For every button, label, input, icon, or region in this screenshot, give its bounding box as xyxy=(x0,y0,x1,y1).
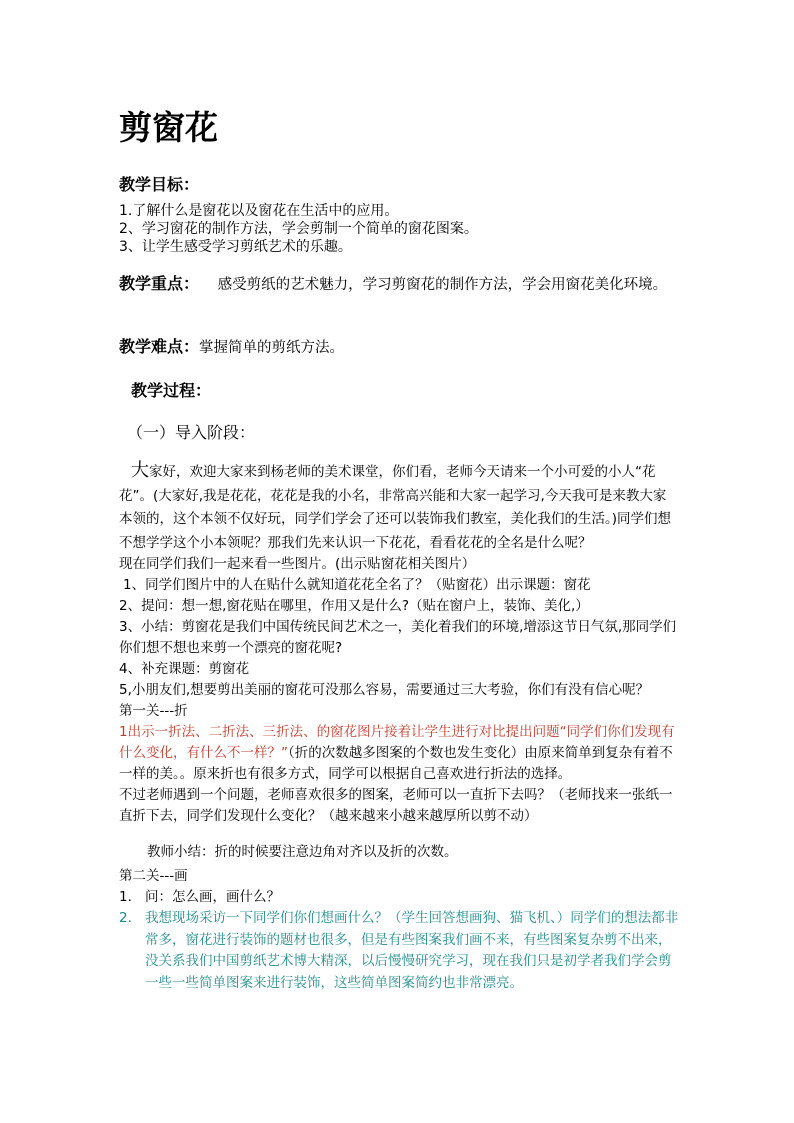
stage1-heading: （一）导入阶段： xyxy=(127,423,256,442)
level1-summary: 教师小结：折的时候要注意边角对齐以及折的次数。 xyxy=(147,844,458,860)
key-point-text: 感受剪纸的艺术魅力，学习剪窗花的制作方法，学会用窗花美化环境。 xyxy=(217,277,668,293)
difficulty-label: 教学难点： xyxy=(119,337,200,356)
step-item: 4、补充课题：剪窗花 xyxy=(119,661,250,677)
key-point xyxy=(119,268,679,301)
page-title: 剪窗花 xyxy=(119,108,218,147)
goal-item: 2、学习窗花的制作方法，学会剪制一个简单的窗花图案。 xyxy=(119,221,478,237)
step-item: 5,小朋友们,想要剪出美丽的窗花可没那么容易，需要通过三大考验，你们有没有信心呢？ xyxy=(119,682,650,698)
level2-block xyxy=(119,866,679,994)
intro-first-char: 大 xyxy=(131,460,149,481)
level1-red-text: 1出示一折法、二折法、三折法、的窗花图片接着让学生进行对比提出问题“同学们你们发现有什么变化，有什么不一样？” xyxy=(119,724,675,761)
difficulty-text: 掌握简单的剪纸方法。 xyxy=(199,340,345,356)
key-point-label: 教学重点： xyxy=(119,274,200,293)
steps-block xyxy=(119,554,679,701)
level2-item xyxy=(119,908,679,994)
level1-heading: 第一关---折 xyxy=(119,703,188,719)
intro-text: 家好，欢迎大家来到杨老师的美术课堂，你们看，老师今天请来一个小可爱的小人“花花”。(大家好,我是花花，花花是我的小名，非常高兴能和大家一起学习,今天我可是来教大家本领的，这个本领不仅好玩，同学们学会了还可以装饰我们教室，美化我们的生活。)同学们想不想学学这个小本领呢？那我们先来认识一下花花，看看花花的全名是什么呢？ xyxy=(119,464,672,551)
level2-item-number: 2. xyxy=(119,910,132,926)
level2-heading: 第二关---画 xyxy=(119,868,188,884)
level2-item-text: 问：怎么画，画什么？ xyxy=(145,889,280,905)
process-heading: 教学过程： xyxy=(131,381,212,400)
level2-item-text: 我想现场采访一下同学们你们想画什么？（学生回答想画狗、猫飞机、）同学们的想法都非常多，窗花进行装饰的题材也很多，但是有些图案我们画不来，有些图案复杂剪不出来，没关系我们中国剪纸艺术博大精深，以后慢慢研究学习，现在我们只是初学者我们学会剪一些一些简单图案来进行装饰，这些简单图案简约也非常漂亮。 xyxy=(145,910,679,991)
step-item: 3、小结：剪窗花是我们中国传统民间艺术之一，美化着我们的环境,增添这节日气氛,那同学们你们想不想也来剪一个漂亮的窗花呢? xyxy=(119,619,677,656)
goal-item: 1.了解什么是窗花以及窗花在生活中的应用。 xyxy=(119,203,399,219)
intro-paragraph xyxy=(119,459,675,555)
difficulty xyxy=(119,331,679,364)
step-item: 1、同学们图片中的人在贴什么就知道花花全名了？（贴窗花）出示课题：窗花 xyxy=(123,577,591,593)
goals-heading: 教学目标： xyxy=(119,175,200,194)
level1-rest-text: （折的次数越多图案的个数也发生变化）由原来简单到复杂有着不一样的美。。原来折也有很多方式，同学可以根据自己喜欢进行折法的选择。 xyxy=(119,745,673,782)
level2-item-number: 1. xyxy=(119,889,132,905)
goal-item: 3、让学生感受学习剪纸艺术的乐趣。 xyxy=(119,239,352,255)
level1-paragraph2: 不过老师遇到一个问题，老师喜欢很多的图案，老师可以一直折下去吗？（老师找来一张纸一直折下去，同学们发现什么变化？（越来越来小越来越厚所以剪不动） xyxy=(119,787,673,824)
level1-paragraph1 xyxy=(119,722,679,785)
show-images-line: 现在同学们我们一起来看一些图片。(出示贴窗花相关图片） xyxy=(119,556,476,572)
level1-block xyxy=(119,701,679,827)
level2-item xyxy=(119,887,679,908)
goals-list xyxy=(119,202,679,256)
step-item: 2、提问：想一想,窗花贴在哪里，作用又是什么?（贴在窗户上，装饰、美化,） xyxy=(119,598,589,614)
